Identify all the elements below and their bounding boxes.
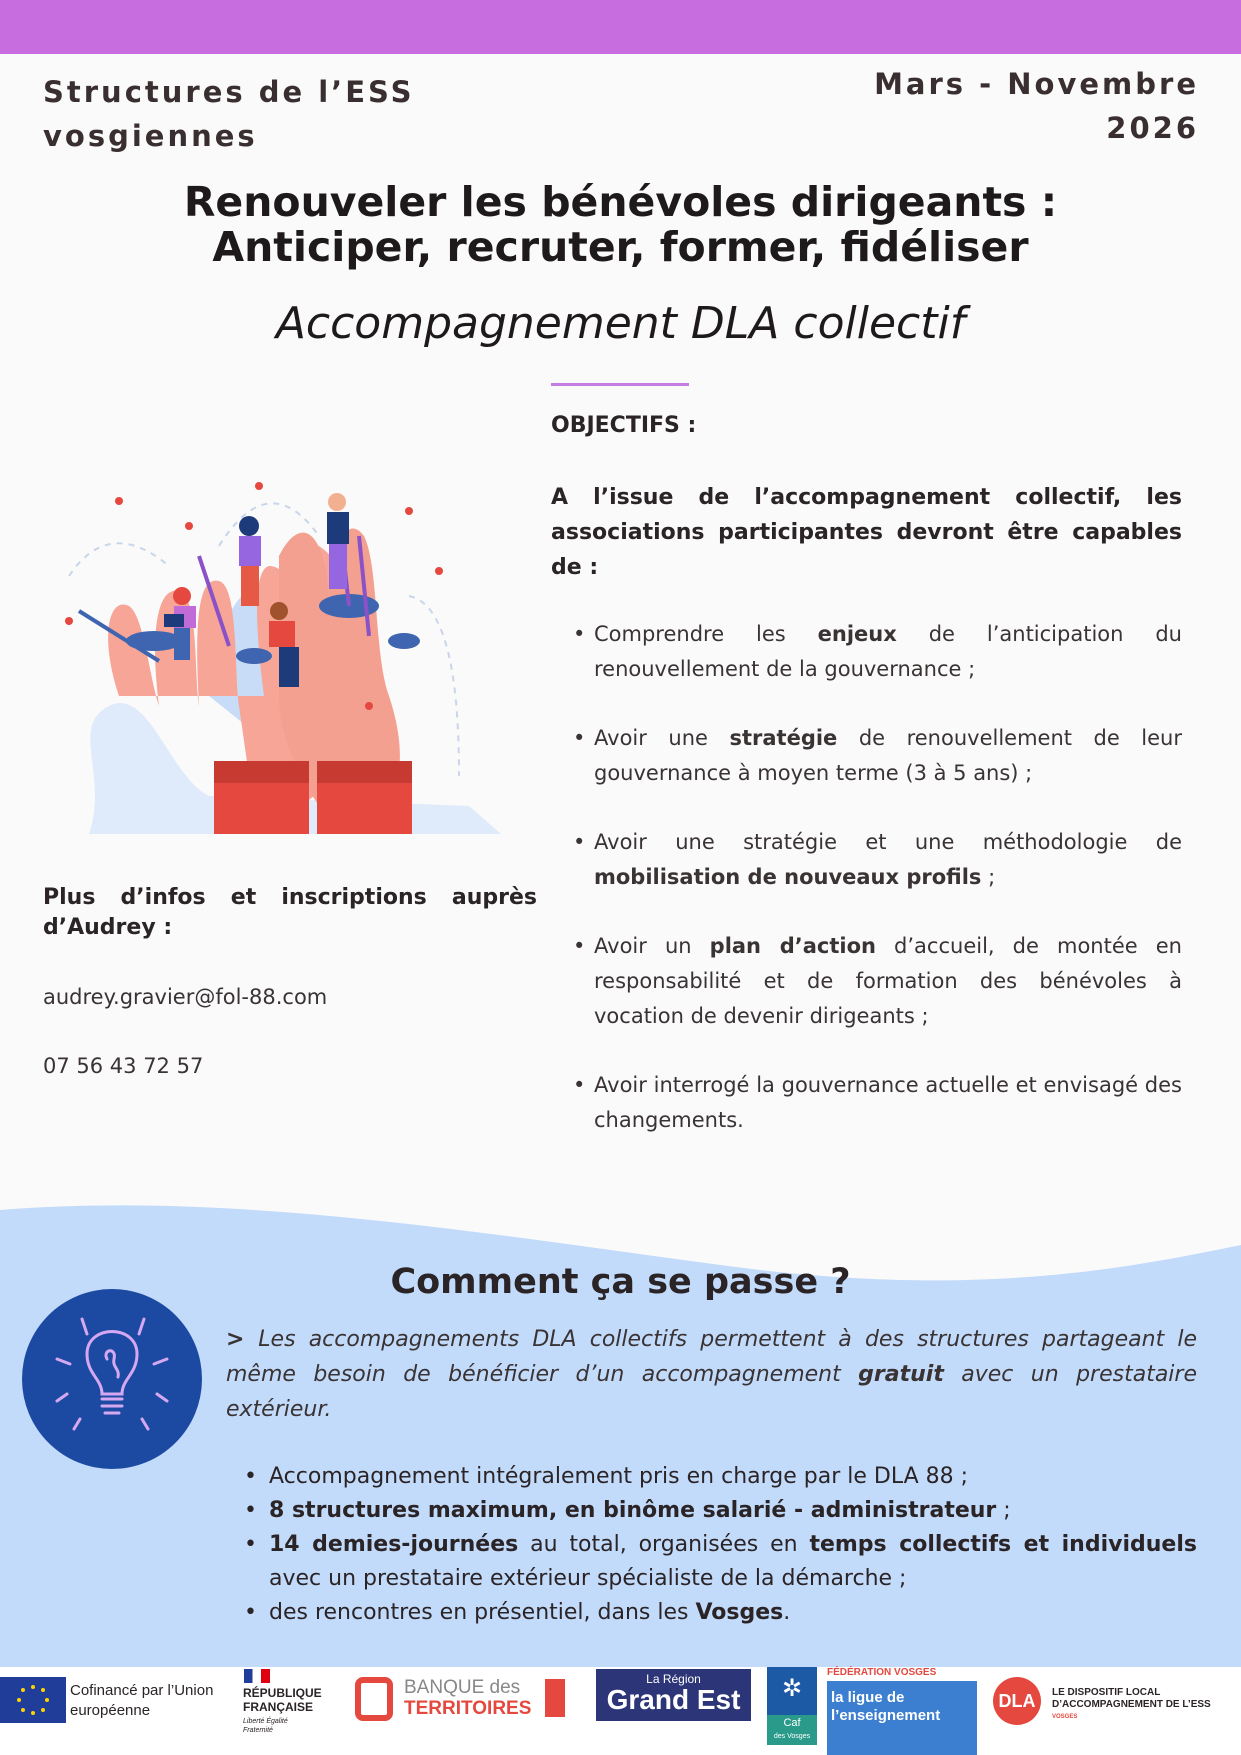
contact-intro-line: d’Audrey : (43, 915, 173, 940)
text: ; (996, 1498, 1011, 1523)
caf-family-icon: ✲ (781, 1675, 803, 1702)
republique-francaise-logo (243, 1686, 322, 1735)
text: Avoir une (594, 726, 730, 750)
partner-logos (0, 1667, 1241, 1755)
bold-text: > (226, 1327, 259, 1352)
text: Avoir un (594, 934, 710, 958)
how-paragraph (226, 1322, 1197, 1427)
date-line: 2026 (1106, 111, 1199, 145)
caf-line: Caf (783, 1717, 801, 1729)
organisation-line: vosgiennes (43, 119, 258, 153)
bold-text: Vosges (695, 1600, 784, 1625)
rf-motto: Liberté Égalité Fraternité (243, 1718, 288, 1734)
organisation-label (43, 70, 414, 158)
eu-flag-icon (0, 1677, 66, 1723)
title-line: Renouveler les bénévoles dirigeants : (183, 178, 1058, 226)
text: avec un prestataire extérieur spécialiste de la démarche ; (269, 1566, 907, 1591)
lightbulb-icon (22, 1289, 202, 1469)
region-grand-est-logo (596, 1669, 751, 1721)
date-range (874, 62, 1199, 150)
how-list (244, 1460, 1197, 1630)
text: Comprendre les (594, 622, 818, 646)
text: Accompagnement intégralement pris en charge par le DLA 88 ; (269, 1464, 969, 1489)
caisse-depots-icon (545, 1679, 565, 1717)
banque-territoires-logo (404, 1677, 531, 1719)
rf-line: RÉPUBLIQUE (243, 1686, 322, 1700)
bold-text: enjeux (817, 622, 897, 646)
objectives-list (573, 617, 1182, 1172)
list-item (573, 825, 1182, 895)
page-subtitle: Accompagnement DLA collectif (275, 298, 966, 349)
organisation-line: Structures de l’ESS (43, 75, 415, 109)
eu-logo-text: Cofinancé par l’Union européenne (70, 1682, 214, 1719)
caf-logo (767, 1667, 817, 1745)
banque-territoires-icon (355, 1677, 393, 1721)
contact-phone[interactable]: 07 56 43 72 57 (43, 1054, 204, 1078)
bdt-line: BANQUE des (404, 1677, 521, 1698)
text: des rencontres en présentiel, dans les (269, 1600, 696, 1625)
contact-intro (43, 880, 537, 915)
text: Avoir interrogé la gouvernance actuelle et envisagé des changements. (594, 1073, 1182, 1132)
text: avec un prestataire extérieur. (226, 1362, 1197, 1422)
dla-badge-logo: DLA (993, 1677, 1041, 1725)
dla-logo-text (1052, 1687, 1211, 1723)
region-line: Grand Est (606, 1684, 741, 1715)
title-line: Anticiper, recruter, former, fidéliser (212, 223, 1029, 271)
hands-illustration (49, 476, 501, 834)
caf-line: des Vosges (773, 1733, 811, 1740)
rf-line: FRANÇAISE (243, 1700, 314, 1714)
text: au total, organisées en (518, 1532, 810, 1557)
bold-text: plan d’action (709, 934, 876, 958)
bold-text: stratégie (729, 726, 838, 750)
list-item (573, 721, 1182, 791)
text: d’accueil, de montée en responsabilité et de formation des bénévoles à vocation de devenir dirigeants ; (594, 934, 1182, 1028)
lightbulb-badge (22, 1289, 202, 1469)
bold-text: mobilisation de nouveaux profils (594, 865, 982, 889)
bold-text: temps collectifs et individuels (809, 1532, 1197, 1557)
how-heading: Comment ça se passe ? (390, 1262, 851, 1302)
text: Avoir une stratégie et une méthodologie de (594, 830, 1182, 854)
text: Les accompagnements DLA collectifs permettent à des structures partageant le même besoin de bénéficier d’un accompagnement (226, 1327, 1198, 1387)
ligue-federation-label: FÉDÉRATION VOSGES (827, 1667, 937, 1678)
objectives-heading: OBJECTIFS : (551, 413, 697, 438)
objectives-intro (551, 480, 1182, 585)
list-item (573, 617, 1182, 687)
divider (551, 383, 689, 386)
text: de l’anticipation du renouvellement de la gouvernance ; (594, 622, 1182, 681)
text: . (783, 1600, 791, 1625)
dla-line: D’ACCOMPAGNEMENT DE L’ESS (1052, 1699, 1211, 1710)
list-item (244, 1596, 1197, 1630)
text: de renouvellement de leur gouvernance à moyen terme (3 à 5 ans) ; (594, 726, 1182, 785)
contact-intro-line: Plus d’infos et inscriptions auprès (43, 885, 537, 910)
bold-text: 8 structures maximum, en binôme salarié - administrateur (269, 1498, 997, 1523)
objectives-intro-text: A l’issue de l’accompagnement collectif, les associations participantes devront être capables de : (551, 485, 1182, 580)
list-item (573, 1068, 1182, 1138)
text: ; (981, 865, 996, 889)
dla-line: VOSGES (1052, 1714, 1078, 1720)
bold-text: gratuit (858, 1362, 944, 1387)
top-accent-bar (0, 0, 1241, 54)
dla-line: LE DISPOSITIF LOCAL (1052, 1687, 1161, 1698)
list-item (244, 1528, 1197, 1596)
contact-email-link[interactable]: audrey.gravier@fol-88.com (43, 985, 328, 1009)
list-item (244, 1460, 1197, 1494)
date-line: Mars - Novembre (874, 67, 1199, 101)
bdt-line: TERRITOIRES (404, 1698, 532, 1719)
list-item (244, 1494, 1197, 1528)
region-line: La Région (646, 1672, 701, 1686)
list-item (573, 929, 1182, 1034)
ligue-enseignement-logo: la ligue de l’enseignement (827, 1681, 977, 1755)
bold-text: 14 demies-journées (269, 1532, 519, 1557)
page-title (0, 180, 1241, 270)
french-flag-icon (244, 1669, 270, 1683)
